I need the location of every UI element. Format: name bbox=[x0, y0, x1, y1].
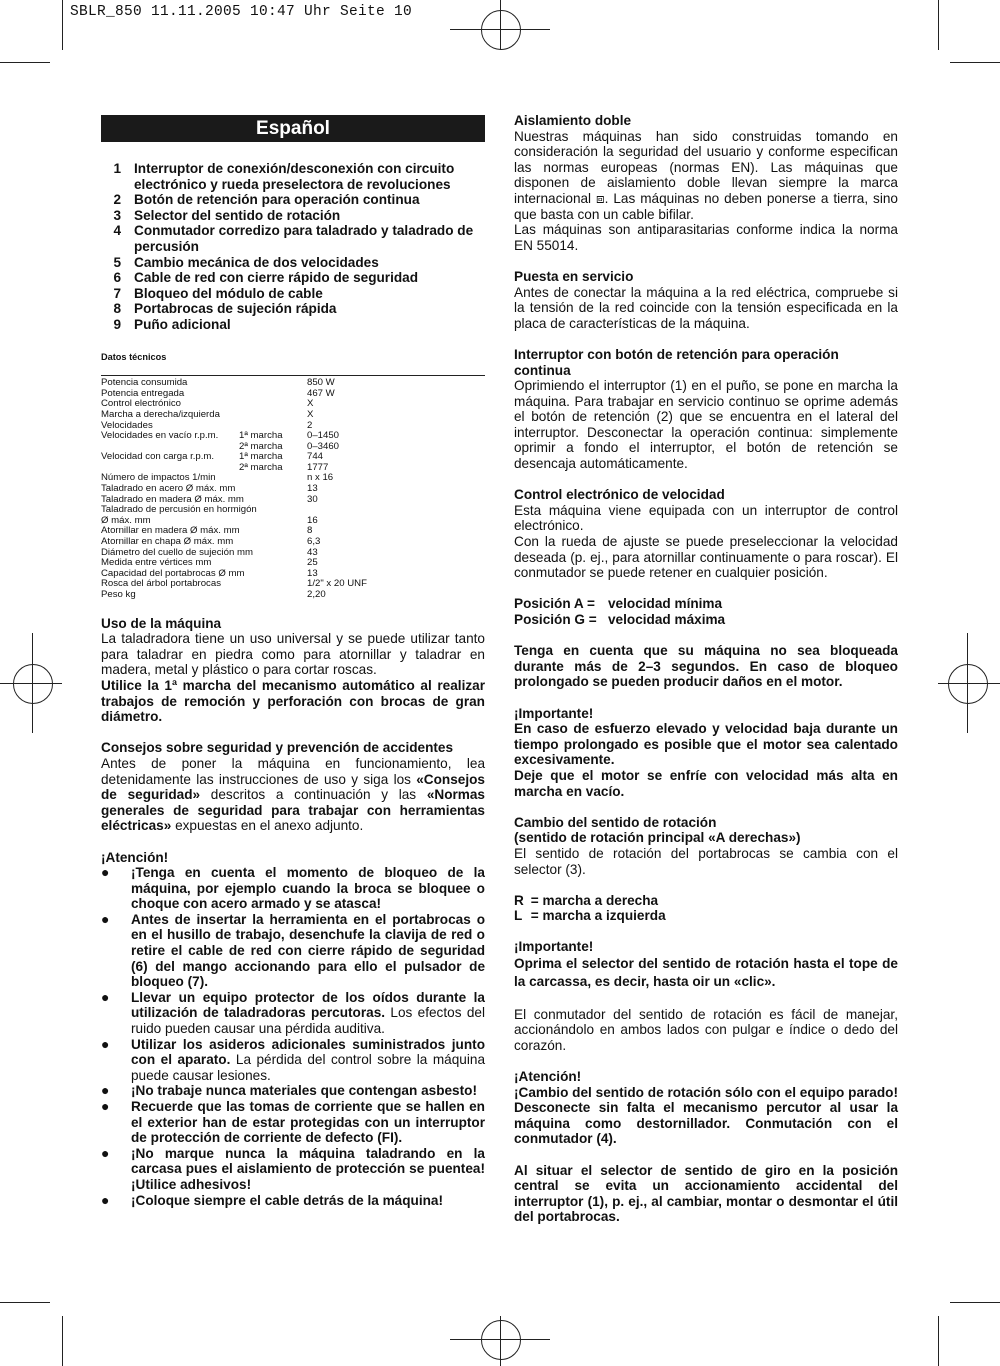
paragraph: ¡Cambio del sentido de rotación sólo con el equipo parado! Desconecte sin falta el mecanismo percutor al usar la máquina como destornillador. Conmutación con el conmutador (4). bbox=[514, 1084, 898, 1147]
paragraph: Oprimiendo el interruptor (1) en el puño, se pone en marcha la máquina. Para trabajar en servicio continuo se oprime además el botón de retención (2) que se encuentra en el lateral del interruptor. Desconectar la operación continua: simplemente oprimir a fondo el interruptor, el botón de retención se desencaja automáticamente. bbox=[514, 378, 898, 472]
list-item: 5 Cambio mecánica de dos velocidades bbox=[113, 254, 379, 270]
section-heading: ¡Atención! bbox=[514, 1069, 582, 1085]
table-row: Rosca del árbol portabrocas 1/2" x 20 UNF bbox=[101, 578, 367, 590]
crop-mark bbox=[62, 1316, 63, 1366]
list-item: ● ¡No marque nunca la máquina taladrando en la carcasa pues el aislamiento de protección se puentea! ¡Utilice adhesivos! bbox=[101, 1144, 485, 1192]
table-row: Potencia consumida 850 W bbox=[101, 377, 335, 389]
bullet-icon: ● bbox=[101, 1098, 110, 1114]
crop-mark bbox=[938, 1316, 939, 1366]
list-item: ● Llevar un equipo protector de los oídos durante la utilización de taladradoras percutoras. Los efectos del ruido pueden causar una pérdida auditiva. bbox=[101, 988, 485, 1037]
divider bbox=[101, 375, 485, 376]
warning-paragraph: Tenga en cuenta que su máquina no sea bloqueada durante más de 2–3 segundos. En caso de bloqueo prolongado se pueden producir daños en el motor. bbox=[514, 643, 898, 690]
table-row: Taladrado en madera Ø máx. mm 30 bbox=[101, 493, 318, 505]
paragraph: Antes de conectar la máquina a la red eléctrica, compruebe si la tensión de la red coincide con la tensión especificada en la placa de características de la máquina. bbox=[514, 284, 898, 331]
bullet-icon: ● bbox=[101, 864, 110, 881]
table-row: Velocidad con carga r.p.m. 1ª marcha 744 bbox=[101, 451, 324, 463]
section-subheading: (sentido de rotación principal «A derechas») bbox=[514, 830, 801, 846]
paragraph: Oprima el selector del sentido de rotación hasta el tope de la carcassa, es decir, hasta oir un «clic». bbox=[514, 956, 898, 990]
paragraph: Utilice la 1ª marcha del mecanismo automático al realizar trabajos de remoción y perforación con brocas de gran diámetro. bbox=[101, 677, 485, 725]
bullet-icon: ● bbox=[101, 1191, 110, 1208]
table-row: 2ª marcha 0–3460 bbox=[239, 440, 340, 452]
table-row: Velocidades en vacío r.p.m. 1ª marcha 0–1450 bbox=[101, 430, 340, 442]
table-row: 2ª marcha 1777 bbox=[239, 461, 329, 473]
paragraph: Esta máquina viene equipada con un interruptor de control electrónico. bbox=[514, 502, 898, 534]
registration-mark bbox=[481, 1320, 521, 1360]
bullet-icon: ● bbox=[101, 988, 110, 1005]
paragraph: Las máquinas son antiparasitarias conforme indica la norma EN 55014. bbox=[514, 222, 898, 253]
direction-row: R = marcha a derecha bbox=[514, 892, 659, 908]
table-row: Atornillar en chapa Ø máx. mm 6,3 bbox=[101, 536, 321, 548]
registration-mark bbox=[967, 633, 968, 733]
crop-mark bbox=[0, 1302, 50, 1303]
section-heading: Control electrónico de velocidad bbox=[514, 487, 725, 503]
table-row: Atornillar en madera Ø máx. mm 8 bbox=[101, 525, 313, 537]
registration-mark bbox=[32, 633, 33, 733]
position-row: Posición A = velocidad mínima bbox=[514, 596, 723, 612]
registration-mark bbox=[500, 1316, 501, 1366]
table-row: Potencia entregada 467 W bbox=[101, 387, 335, 399]
section-heading: Puesta en servicio bbox=[514, 268, 634, 284]
registration-mark bbox=[481, 10, 521, 50]
table-row: Diámetro del cuello de sujeción mm 43 bbox=[101, 546, 318, 558]
crop-mark bbox=[950, 62, 1000, 63]
paragraph: En caso de esfuerzo elevado y velocidad baja durante un tiempo prolongado es posible que el motor sea calentado excesivamente. bbox=[514, 721, 898, 768]
crop-mark bbox=[950, 1302, 1000, 1303]
right-column bbox=[514, 113, 898, 1225]
bullet-icon: ● bbox=[101, 910, 110, 927]
list-item: ● ¡Coloque siempre el cable detrás de la máquina! bbox=[101, 1191, 443, 1208]
paragraph: Nuestras máquinas han sido construidas tomando en consideración la seguridad del usuario y conforme especifican las normas europeas (normas EN). Las máquinas que disponen de aislamiento doble llevan siempre la marca internacional ⧈. Las máquinas no deben ponerse a tierra, sino que basta con un cable bifilar. bbox=[514, 128, 898, 222]
list-item: 1 Interruptor de conexión/desconexión con circuito electrónico y rueda preselectora de revoluciones bbox=[113, 161, 455, 192]
language-banner: Español bbox=[101, 115, 485, 142]
table-row: Capacidad del portabrocas Ø mm 13 bbox=[101, 567, 318, 579]
section-heading: ¡Importante! bbox=[514, 705, 594, 721]
table-row: Marcha a derecha/izquierda X bbox=[101, 408, 314, 420]
print-slug: SBLR_850 11.11.2005 10:47 Uhr Seite 10 bbox=[70, 4, 413, 20]
registration-mark bbox=[0, 683, 62, 684]
list-item: 3 Selector del sentido de rotación bbox=[113, 207, 341, 223]
table-row: Taladrado de percusión en hormigón bbox=[101, 504, 257, 516]
section-heading: Consejos sobre seguridad y prevención de accidentes bbox=[101, 740, 454, 756]
registration-mark bbox=[938, 683, 1000, 684]
paragraph: Antes de poner la máquina en funcionamiento, lea detenidamente las instrucciones de uso y siga los «Consejos de seguridad» descritos a continuación y las «Normas generales de seguridad para trabajar con herramientas eléctricas» expuestas en el anexo adjunto. bbox=[101, 755, 485, 834]
table-row: Velocidades 2 bbox=[101, 419, 313, 431]
direction-row: L = marcha a izquierda bbox=[514, 908, 666, 924]
table-row: Medida entre vértices mm 25 bbox=[101, 557, 318, 569]
position-row: Posición G = velocidad máxima bbox=[514, 612, 726, 627]
list-item: ● Antes de insertar la herramienta en el portabrocas o en el husillo de trabajo, desenchufe la clavija de red o retire el cable de red con cierre rápido de seguridad (6) del mango accionando para ello el pulsador de bloqueo (7). bbox=[101, 910, 485, 990]
list-item: 9 Puño adicional bbox=[113, 316, 231, 332]
paragraph: La taladradora tiene un uso universal y se puede utilizar tanto para taladrar en piedra como para atornillar y taladrar en madera, metal y plástico o para cortar roscas. bbox=[101, 631, 485, 678]
table-row: Control electrónico X bbox=[101, 398, 314, 410]
list-item: 4 Conmutador corredizo para taladrado y taladrado de percusión bbox=[113, 223, 474, 254]
list-item: ● ¡Tenga en cuenta el momento de bloqueo de la máquina, por ejemplo cuando la broca se bloquee o choque con acero armado y se atasca! bbox=[101, 864, 485, 912]
paragraph: Con la rueda de ajuste se puede preseleccionar la velocidad deseada (p. ej., para atornillar continuamente o para roscar). El conmutador se puede retener en cualquier posición. bbox=[514, 534, 898, 581]
crop-mark bbox=[938, 0, 939, 50]
tech-data-title: Datos técnicos bbox=[101, 351, 167, 362]
list-item: ● Recuerde que las tomas de corriente que se hallen en el exterior han de estar protegidas con un interruptor de protección de corriente de defecto (FI). bbox=[101, 1098, 485, 1146]
paragraph: El conmutador del sentido de rotación es fácil de manejar, accionándolo en ambos lados con pulgar e índice o dedo del corazón. bbox=[514, 1006, 898, 1053]
parts-list bbox=[101, 161, 485, 333]
paragraph: Deje que el motor se enfríe con velocidad más alta en marcha en vacío. bbox=[514, 767, 898, 799]
table-row: Peso kg 2,20 bbox=[101, 589, 326, 600]
section-heading: ¡Atención! bbox=[101, 849, 169, 865]
table-row: Número de impactos 1/min n x 16 bbox=[101, 472, 334, 484]
section-heading: Interruptor con botón de retención para operación continua bbox=[514, 346, 839, 378]
list-item: 8 Portabrocas de sujeción rápida bbox=[113, 301, 337, 317]
list-item: 2 Botón de retención para operación continua bbox=[113, 192, 420, 208]
crop-mark bbox=[62, 0, 63, 50]
list-item: ● ¡No trabaje nunca materiales que contengan asbesto! bbox=[101, 1082, 477, 1099]
list-item: 6 Cable de red con cierre rápido de seguridad bbox=[113, 270, 419, 286]
table-row: Ø máx. mm 16 bbox=[101, 514, 318, 526]
paragraph: Al situar el selector de sentido de giro en la posición central se evita un accionamiento accidental del interruptor (1), p. ej., al cambiar, montar o desmontar el útil del portabrocas. bbox=[514, 1162, 898, 1225]
registration-mark bbox=[948, 664, 988, 704]
bullet-icon: ● bbox=[101, 1144, 110, 1161]
double-insulation-icon: ⧈ bbox=[596, 190, 605, 206]
section-heading: Cambio del sentido de rotación bbox=[514, 814, 717, 830]
bullet-icon: ● bbox=[101, 1082, 110, 1099]
paragraph: El sentido de rotación del portabrocas se cambia con el selector (3). bbox=[514, 845, 898, 877]
section-heading: Aislamiento doble bbox=[514, 113, 632, 128]
left-column bbox=[101, 115, 485, 1208]
list-item: ● Utilizar los asideros adicionales suministrados junto con el aparato. La pérdida del control sobre la máquina puede causar lesiones. bbox=[101, 1035, 485, 1083]
section-heading: ¡Importante! bbox=[514, 939, 594, 955]
list-item: 7 Bloqueo del módulo de cable bbox=[113, 285, 323, 301]
crop-mark bbox=[0, 62, 50, 63]
table-row: Taladrado en acero Ø máx. mm 13 bbox=[101, 483, 318, 495]
registration-mark bbox=[13, 664, 53, 704]
tech-data-table bbox=[101, 378, 485, 600]
bullet-icon: ● bbox=[101, 1035, 110, 1052]
registration-mark bbox=[500, 0, 501, 50]
section-heading: Uso de la máquina bbox=[101, 615, 222, 631]
